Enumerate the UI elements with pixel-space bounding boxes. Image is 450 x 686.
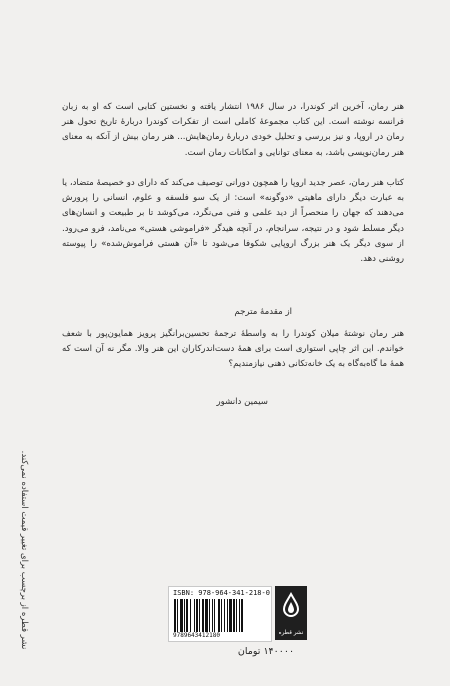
blurb-paragraph-3: هنر رمان نوشتهٔ میلان کوندرا را به واسطهٔ ترجمهٔ تحسین‌برانگیز پرویز همایون‌پور با شعف خواندم. این اثر چاپی استواری است برای همهٔ دست‌اندرکاران این هنر والا. مگر نه آن است که همهٔ ما گاه‌به‌گاه به یک خانه‌تکانی ذهنی نیازمندیم؟ bbox=[62, 329, 404, 370]
barcode-bar bbox=[212, 599, 213, 632]
blurb-paragraph-2: کتاب هنر رمان، عصر جدید اروپا را همچون دورانی توصیف می‌کند که دارای دو خصیصهٔ متضاد، یا به عبارت دیگر دارای ماهیتی «دوگونه» است: از یک سو فلسفه و علوم، انسانی را پرورش می‌دهند که جهان را منحصراً از دید علمی و فنی می‌نگرد، می‌کوشد تا بر طبیعت و انسان‌های دیگر مسلط شود و در نتیجه، سرانجام، در آنچه هیدگر «فراموشی هستی» می‌نامد، فرو می‌رود. از سوی دیگر یک هنر بزرگ اروپایی شکوفا می‌شود تا «آن هستی فراموش‌شده» را پیوسته روشنی دهد. bbox=[62, 178, 404, 265]
barcode-bar bbox=[229, 599, 232, 632]
barcode-bar bbox=[174, 599, 176, 632]
barcode-bar bbox=[190, 599, 191, 632]
publisher-logo bbox=[275, 586, 307, 640]
blurb-block-3 bbox=[62, 327, 404, 373]
barcode-bar bbox=[180, 599, 183, 632]
side-note-text: نشر قطره از برچسب برای تغییر قیمت استفاده نمی‌کند. bbox=[19, 450, 29, 650]
barcode-bar bbox=[218, 599, 220, 632]
barcode bbox=[168, 586, 272, 642]
barcode-bar bbox=[177, 599, 178, 632]
barcode-bar bbox=[186, 599, 188, 632]
price: ۱۴۰۰۰۰ تومان bbox=[237, 646, 295, 657]
barcode-number: 9789643412180 bbox=[173, 632, 220, 639]
barcode-bar bbox=[199, 599, 200, 632]
source-simin-daneshvar: سیمین دانشور bbox=[216, 397, 268, 407]
barcode-bars bbox=[173, 599, 267, 633]
drop-icon bbox=[279, 592, 303, 618]
barcode-bar bbox=[221, 599, 222, 632]
blurb-block-1 bbox=[62, 100, 404, 161]
barcode-bar bbox=[194, 599, 195, 632]
barcode-bar bbox=[236, 599, 237, 632]
isbn-text: ISBN: 978-964-341-218-0 bbox=[173, 589, 270, 597]
barcode-bar bbox=[202, 599, 204, 632]
blurb-paragraph-1: هنر رمان، آخرین اثر کوندرا، در سال ۱۹۸۶ انتشار یافته و نخستین کتابی است که او به زبان فرانسه نوشته است. این کتاب مجموعهٔ کاملی است از تفکرات کوندرا دربارهٔ تاریخ تحول هنر رمان در اروپا، و نیز بررسی و تحلیل خودی دربارهٔ رمان‌هایش... هنر رمان بیش از آنکه به معنای هنر رمان‌نویسی باشد، به معنای توانایی و امکانات رمان است. bbox=[62, 102, 404, 158]
price-sticker-note bbox=[14, 440, 34, 660]
blurb-block-2 bbox=[62, 176, 404, 267]
barcode-bar bbox=[241, 599, 243, 632]
barcode-bar bbox=[239, 599, 240, 632]
barcode-bar bbox=[196, 599, 198, 632]
barcode-bar bbox=[184, 599, 185, 632]
barcode-bar bbox=[209, 599, 210, 632]
barcode-bar bbox=[227, 599, 228, 632]
barcode-bar bbox=[224, 599, 225, 632]
barcode-bar bbox=[214, 599, 215, 632]
barcode-bar bbox=[233, 599, 235, 632]
source-translator-preface: از مقدمهٔ مترجم bbox=[234, 307, 292, 317]
barcode-bar bbox=[205, 599, 208, 632]
publisher-logo-text: نشر قطره bbox=[278, 630, 304, 636]
